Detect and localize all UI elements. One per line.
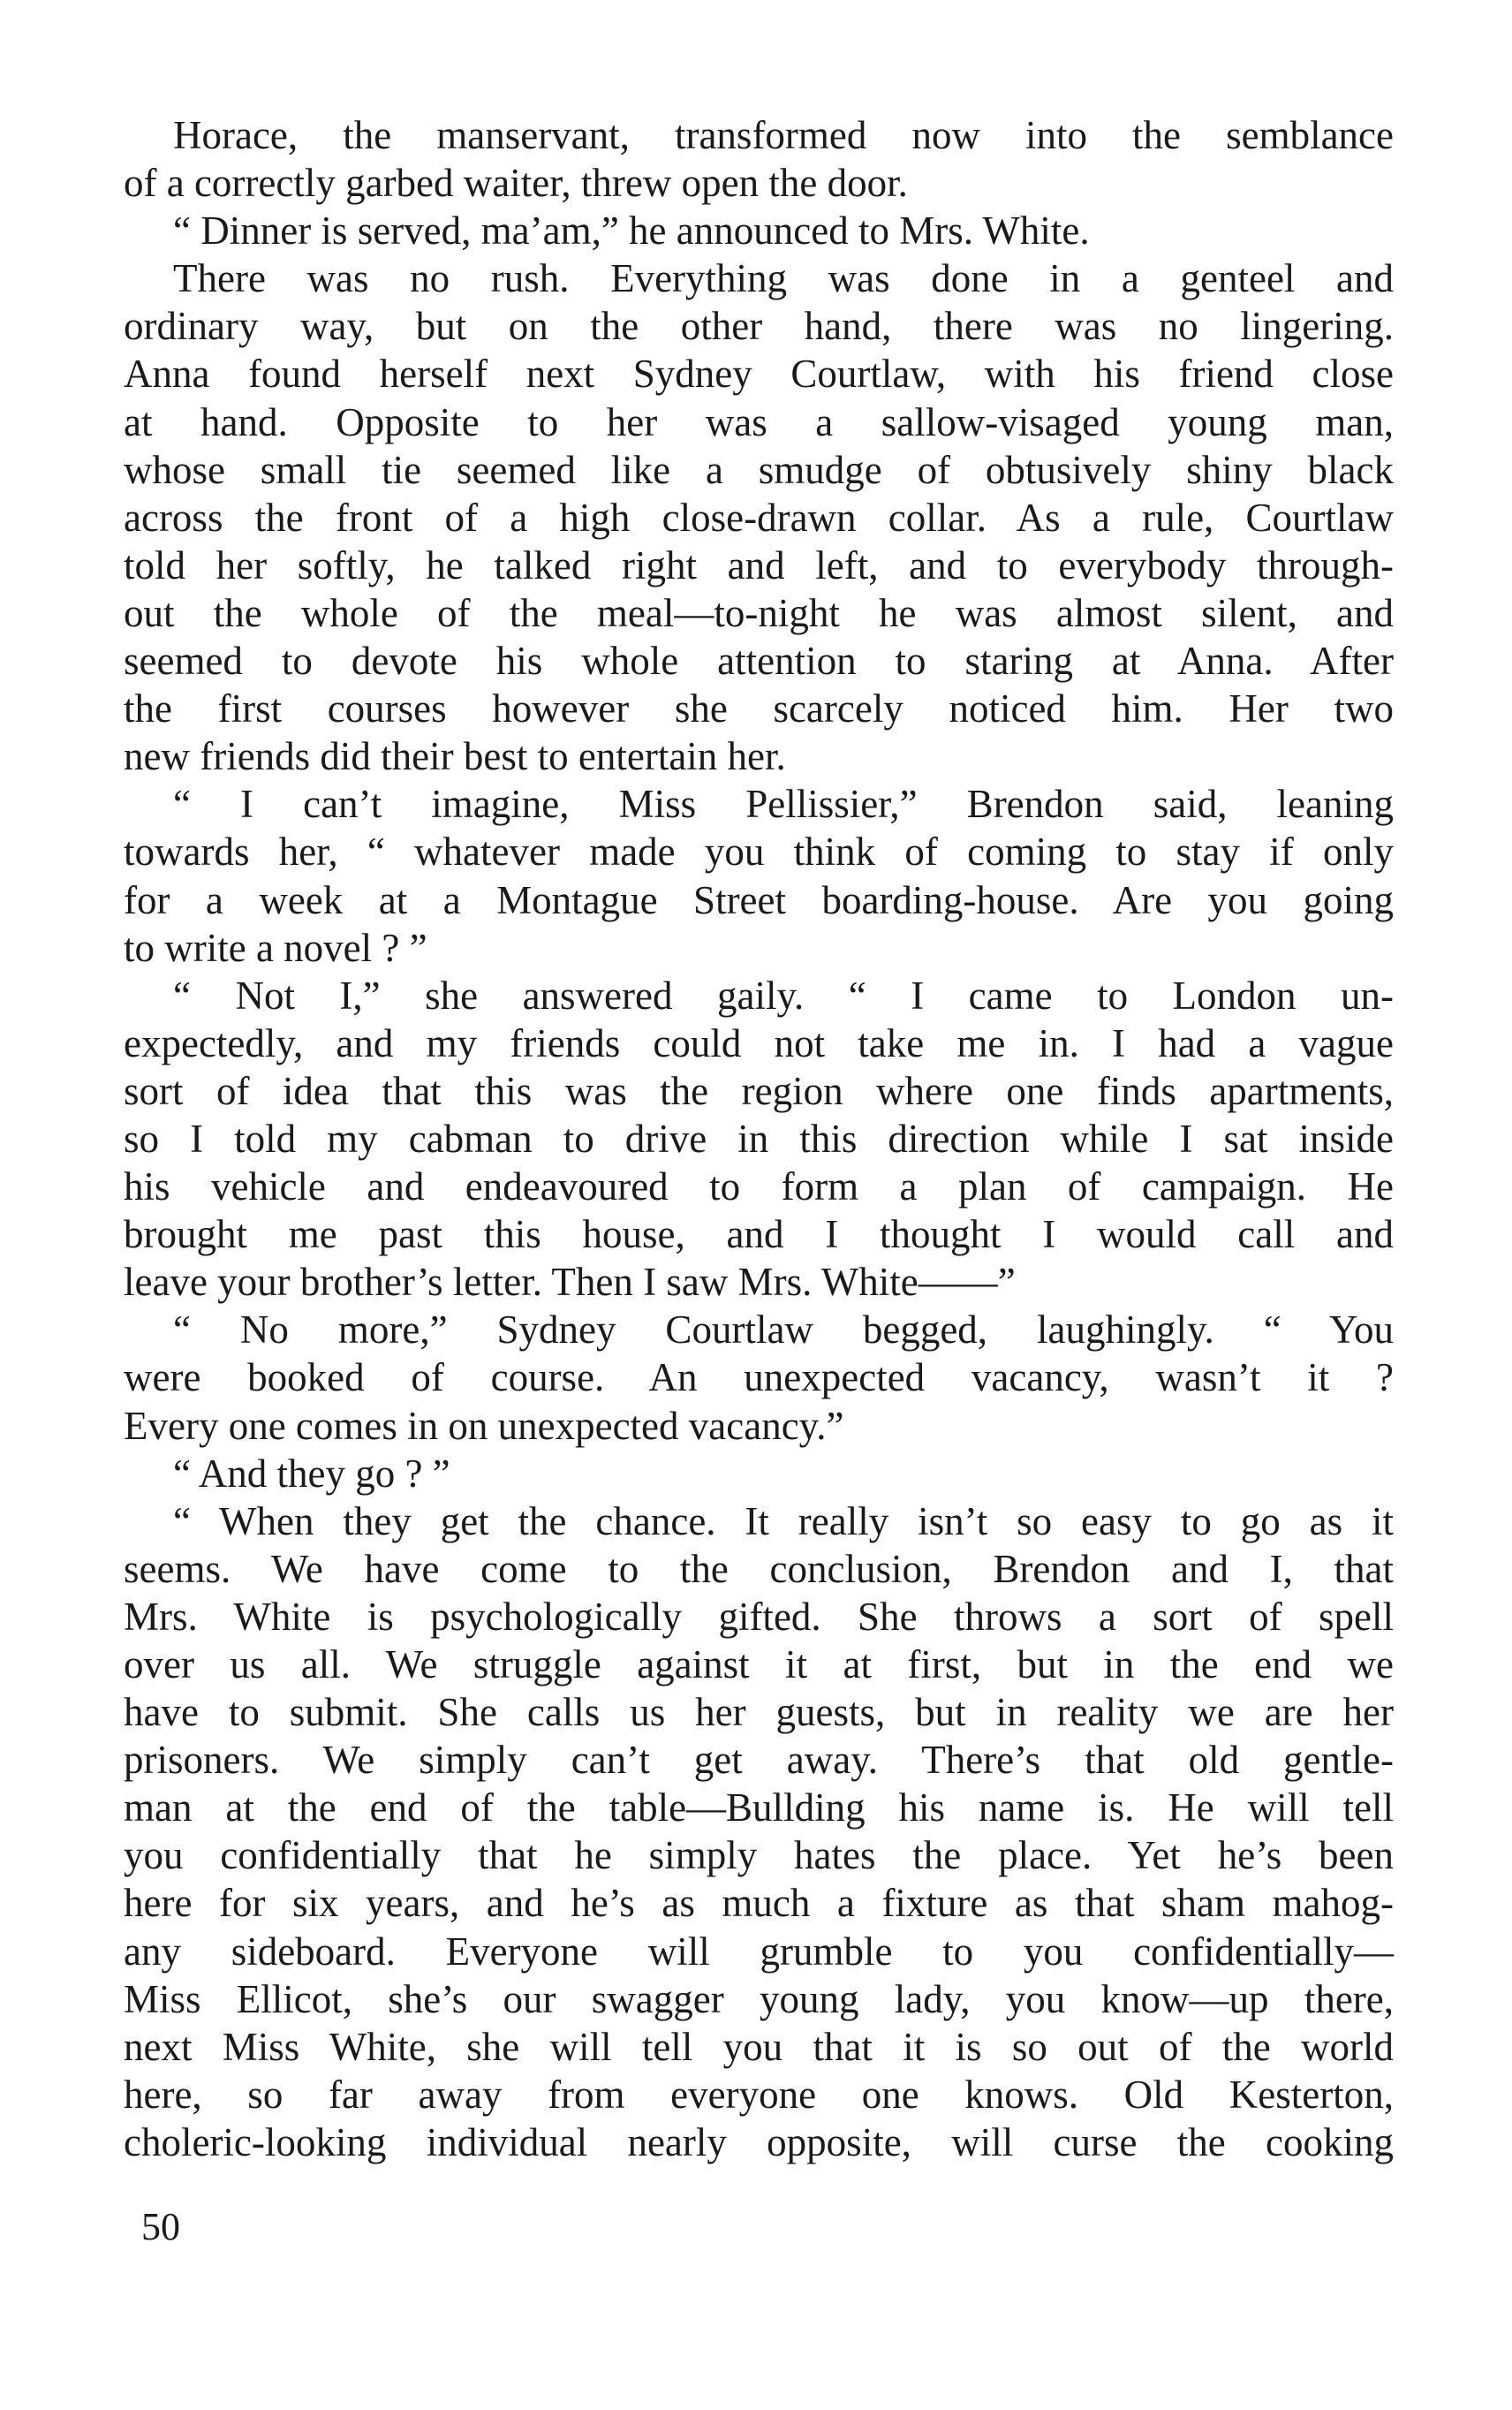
- text-line: “ Not I,” she answered gaily. “ I came to London un-: [173, 973, 1394, 1018]
- text-line: at hand. Opposite to her was a sallow-visaged young man,: [124, 399, 1394, 444]
- text-line: new friends did their best to entertain her.: [124, 734, 786, 779]
- text-line: There was no rush. Everything was done in a genteel and: [173, 256, 1394, 301]
- body-text: [124, 111, 1394, 2166]
- text-line: for a week at a Montague Street boarding-house. Are you going: [124, 877, 1394, 922]
- page-number: 50: [141, 2205, 180, 2248]
- text-line: Every one comes in on unexpected vacancy.”: [124, 1403, 844, 1448]
- text-line: Anna found herself next Sydney Courtlaw, with his friend close: [124, 352, 1394, 397]
- text-line: Mrs. White is psychologically gifted. She throws a sort of spell: [124, 1594, 1394, 1639]
- text-line: were booked of course. An unexpected vacancy, wasn’t it ?: [124, 1355, 1394, 1400]
- text-line: out the whole of the meal—to-night he was almost silent, and: [124, 590, 1394, 635]
- text-line: sort of idea that this was the region where one finds apartments,: [124, 1068, 1394, 1113]
- text-line: prisoners. We simply can’t get away. There’s that old gentle-: [124, 1738, 1394, 1783]
- text-line: to write a novel ? ”: [124, 925, 427, 970]
- text-line: you confidentially that he simply hates the place. Yet he’s been: [124, 1833, 1394, 1878]
- paragraph: [124, 1306, 1394, 1449]
- paragraph: [124, 254, 1394, 780]
- text-line: man at the end of the table—Bullding his name is. He will tell: [124, 1785, 1394, 1830]
- text-line: “ When they get the chance. It really isn’t so easy to go as it: [173, 1498, 1394, 1543]
- text-line: his vehicle and endeavoured to form a plan of campaign. He: [124, 1164, 1394, 1209]
- text-line: leave your brother’s letter. Then I saw Mrs. White——”: [124, 1260, 1016, 1305]
- text-line: any sideboard. Everyone will grumble to you confidentially—: [124, 1929, 1394, 1974]
- paragraph: [124, 780, 1394, 971]
- text-line: brought me past this house, and I thought I would call and: [124, 1212, 1394, 1257]
- paragraph: [124, 207, 1394, 254]
- text-line: Miss Ellicot, she’s our swagger young lady, you know—up there,: [124, 1976, 1394, 2021]
- text-line: here, so far away from everyone one knows. Old Kesterton,: [124, 2072, 1394, 2117]
- paragraph: [124, 1497, 1394, 2166]
- text-line: seemed to devote his whole attention to staring at Anna. After: [124, 639, 1394, 684]
- text-line: told her softly, he talked right and left, and to everybody through-: [124, 542, 1394, 587]
- paragraph: [124, 1450, 1394, 1497]
- text-line: “ And they go ? ”: [173, 1451, 450, 1496]
- text-line: across the front of a high close-drawn collar. As a rule, Courtlaw: [124, 495, 1394, 540]
- paragraph: [124, 972, 1394, 1307]
- text-line: next Miss White, she will tell you that it is so out of the world: [124, 2024, 1394, 2069]
- text-line: “ I can’t imagine, Miss Pellissier,” Brendon said, leaning: [173, 782, 1394, 827]
- text-line: seems. We have come to the conclusion, Brendon and I, that: [124, 1546, 1394, 1591]
- text-line: choleric-looking individual nearly opposite, will curse the cooking: [124, 2119, 1394, 2164]
- text-line: whose small tie seemed like a smudge of obtusively shiny black: [124, 447, 1394, 492]
- text-line: here for six years, and he’s as much a fixture as that sham mahog-: [124, 1881, 1394, 1926]
- text-line: so I told my cabman to drive in this direction while I sat inside: [124, 1116, 1394, 1161]
- text-line: of a correctly garbed waiter, threw open the door.: [124, 161, 908, 206]
- text-line: ordinary way, but on the other hand, there was no lingering.: [124, 304, 1394, 349]
- text-line: the first courses however she scarcely noticed him. Her two: [124, 686, 1394, 731]
- text-line: have to submit. She calls us her guests, but in reality we are her: [124, 1690, 1394, 1735]
- text-line: “ Dinner is served, ma’am,” he announced to Mrs. White.: [173, 208, 1090, 254]
- paragraph: [124, 111, 1394, 207]
- text-line: expectedly, and my friends could not take me in. I had a vague: [124, 1020, 1394, 1065]
- text-line: towards her, “ whatever made you think of coming to stay if only: [124, 830, 1394, 875]
- text-line: “ No more,” Sydney Courtlaw begged, laughingly. “ You: [173, 1307, 1394, 1353]
- text-line: Horace, the manservant, transformed now into the semblance: [173, 113, 1394, 157]
- text-line: over us all. We struggle against it at first, but in the end we: [124, 1642, 1394, 1686]
